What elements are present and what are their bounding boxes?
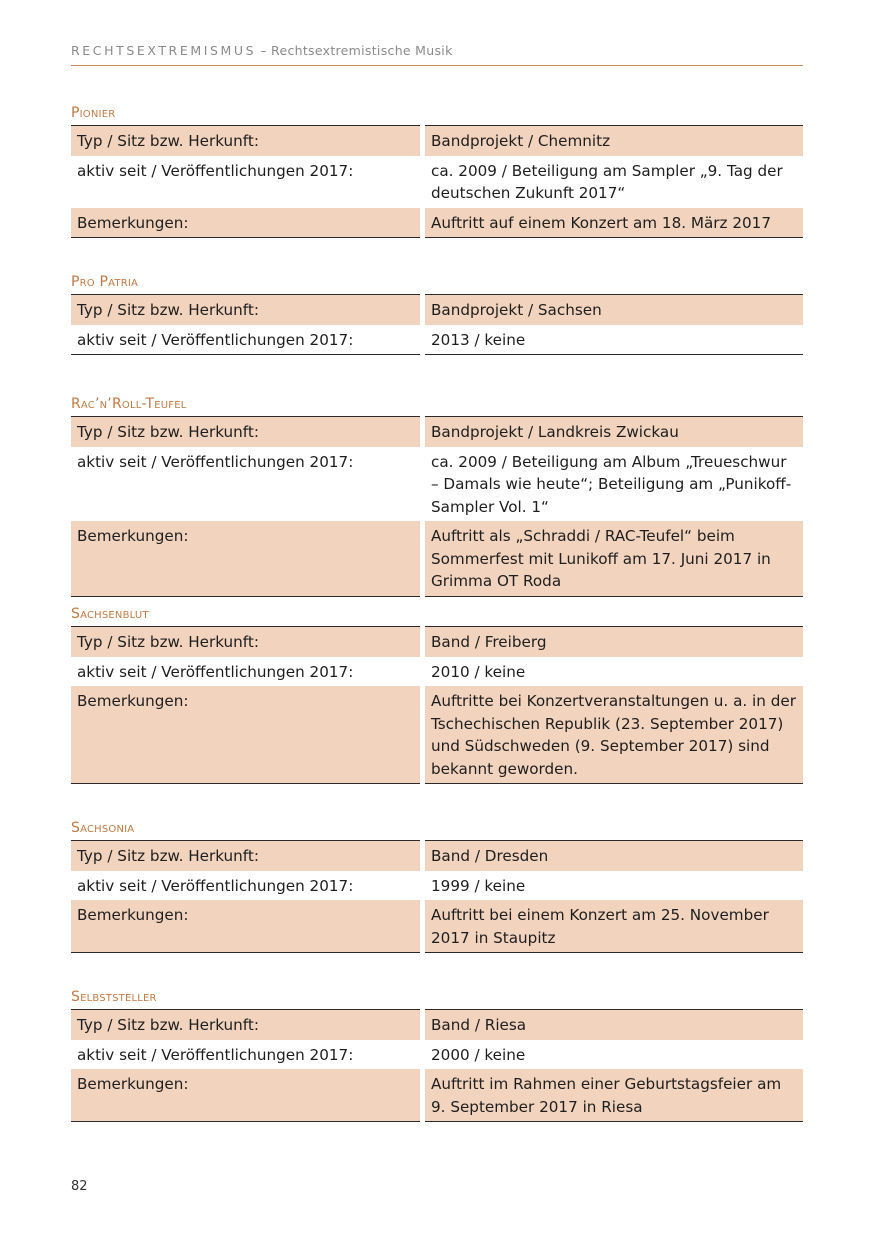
table-row <box>71 841 803 871</box>
band-title: Pionier <box>71 105 116 121</box>
row-label: aktiv seit / Veröffentlichungen 2017: <box>71 447 423 522</box>
row-value: Band / Dresden <box>423 841 804 871</box>
table-row <box>71 521 803 596</box>
table-row <box>71 156 803 208</box>
band-section-sachsenblut <box>71 603 803 784</box>
row-label: aktiv seit / Veröffentlichungen 2017: <box>71 657 423 687</box>
row-label: Typ / Sitz bzw. Herkunft: <box>71 417 423 447</box>
table-row <box>71 208 803 238</box>
table-row <box>71 657 803 687</box>
row-value: Bandprojekt / Sachsen <box>423 295 804 325</box>
running-header <box>71 43 803 66</box>
band-table <box>71 294 803 355</box>
row-value: 2010 / keine <box>431 662 526 681</box>
row-value: Band / Riesa <box>423 1010 804 1040</box>
row-label: aktiv seit / Veröffentlichungen 2017: <box>71 325 423 355</box>
row-label: Bemerkungen: <box>71 1069 423 1122</box>
row-label: Bemerkungen: <box>71 900 423 953</box>
table-row <box>71 871 803 901</box>
table-row <box>71 1069 803 1122</box>
band-table <box>71 626 803 784</box>
row-label: Typ / Sitz bzw. Herkunft: <box>71 126 423 156</box>
row-label: Typ / Sitz bzw. Herkunft: <box>71 295 423 325</box>
table-row <box>71 1040 803 1070</box>
band-title: Pro Patria <box>71 274 139 290</box>
table-row <box>71 325 803 355</box>
table-row <box>71 126 803 156</box>
row-value: Auftritt auf einem Konzert am 18. März 2017 <box>423 208 804 238</box>
row-label: Typ / Sitz bzw. Herkunft: <box>71 841 423 871</box>
table-row <box>71 686 803 784</box>
band-title: Sachsonia <box>71 820 135 836</box>
table-row <box>71 295 803 325</box>
band-table <box>71 125 803 238</box>
band-table <box>71 1009 803 1122</box>
table-row <box>71 417 803 447</box>
row-value: ca. 2009 / Beteiligung am Album „Treueschwur – Damals wie heute“; Beteiligung am „Punikoff-Sampler Vol. 1“ <box>431 452 792 516</box>
band-section-selbststeller <box>71 986 803 1122</box>
running-header-sub: – Rechtsextremistische Musik <box>260 43 453 58</box>
row-value: Band / Freiberg <box>423 627 804 657</box>
row-value: 2013 / keine <box>431 330 526 349</box>
band-section-pionier <box>71 102 803 238</box>
row-label: aktiv seit / Veröffentlichungen 2017: <box>71 156 423 208</box>
row-label: Bemerkungen: <box>71 686 423 784</box>
row-value: Bandprojekt / Chemnitz <box>423 126 804 156</box>
row-value: Bandprojekt / Landkreis Zwickau <box>423 417 804 447</box>
row-value: Auftritte bei Konzertveranstaltungen u. a. in der Tschechischen Republik (23. September 2017) und Südschweden (9. September 2017) sind bekannt geworden. <box>423 686 804 784</box>
row-label: Bemerkungen: <box>71 208 423 238</box>
band-title: Sachsenblut <box>71 606 149 622</box>
row-label: Bemerkungen: <box>71 521 423 596</box>
row-label: Typ / Sitz bzw. Herkunft: <box>71 1010 423 1040</box>
band-section-pro-patria <box>71 271 803 355</box>
row-value: Auftritt im Rahmen einer Geburtstagsfeier am 9. September 2017 in Riesa <box>423 1069 804 1122</box>
page-number: 82 <box>71 1179 88 1194</box>
table-row <box>71 447 803 522</box>
band-section-sachsonia <box>71 817 803 953</box>
row-value: ca. 2009 / Beteiligung am Sampler „9. Tag der deutschen Zukunft 2017“ <box>431 161 783 202</box>
table-row <box>71 1010 803 1040</box>
band-title: Selbststeller <box>71 989 157 1005</box>
row-value: Auftritt als „Schraddi / RAC-Teufel“ beim Sommerfest mit Lunikoff am 17. Juni 2017 in Grimma OT Roda <box>423 521 804 596</box>
row-value: Auftritt bei einem Konzert am 25. November 2017 in Staupitz <box>423 900 804 953</box>
row-label: aktiv seit / Veröffentlichungen 2017: <box>71 1040 423 1070</box>
band-table <box>71 416 803 597</box>
row-label: Typ / Sitz bzw. Herkunft: <box>71 627 423 657</box>
band-section-racnroll-teufel <box>71 393 803 597</box>
band-table <box>71 840 803 953</box>
row-label: aktiv seit / Veröffentlichungen 2017: <box>71 871 423 901</box>
row-value: 2000 / keine <box>431 1045 526 1064</box>
table-row <box>71 627 803 657</box>
table-row <box>71 900 803 953</box>
row-value: 1999 / keine <box>431 876 526 895</box>
band-title: Rac’n’Roll-Teufel <box>71 396 187 412</box>
running-header-main: RECHTSEXTREMISMUS <box>71 43 257 58</box>
